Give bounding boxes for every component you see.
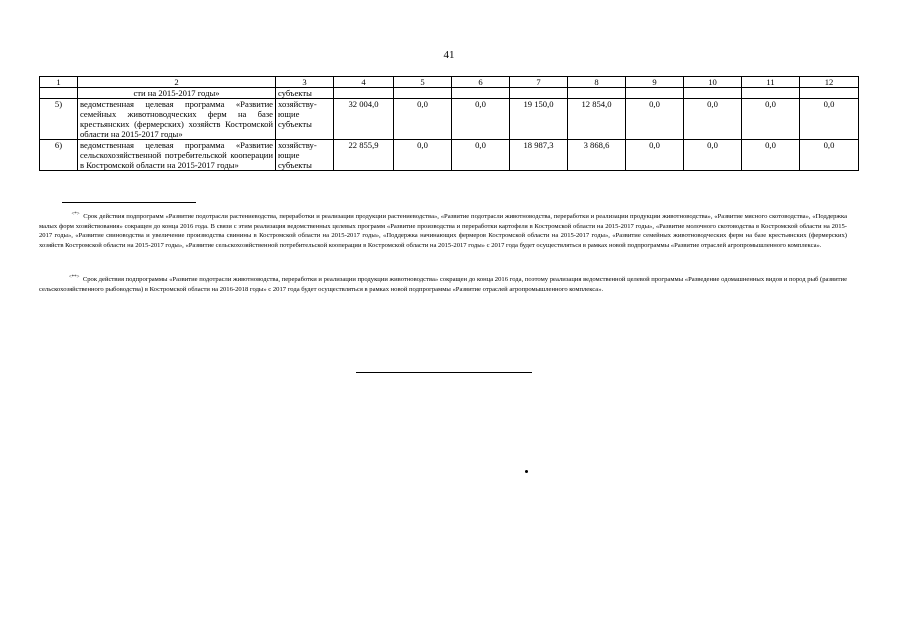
value-cell bbox=[742, 88, 800, 99]
value-cell: 0,0 bbox=[394, 140, 452, 171]
value-cell bbox=[626, 88, 684, 99]
program-name: ведомственная целевая программа «Развитие сельскохозяйственной потребительской кооперации в Костромской области на 2015-2017 годы» bbox=[78, 140, 276, 171]
value-cell: 3 868,6 bbox=[568, 140, 626, 171]
end-separator bbox=[356, 372, 532, 373]
value-cell: 0,0 bbox=[742, 140, 800, 171]
row-number: 5) bbox=[40, 99, 78, 140]
recipient: субъекты bbox=[276, 88, 334, 99]
column-header: 11 bbox=[742, 77, 800, 88]
footnote-1 bbox=[39, 212, 847, 250]
value-cell: 0,0 bbox=[684, 140, 742, 171]
column-header: 1 bbox=[40, 77, 78, 88]
value-cell: 0,0 bbox=[626, 99, 684, 140]
value-cell: 0,0 bbox=[684, 99, 742, 140]
value-cell: 0,0 bbox=[452, 99, 510, 140]
footnote-separator bbox=[62, 202, 196, 203]
row-number: 6) bbox=[40, 140, 78, 171]
value-cell bbox=[800, 88, 859, 99]
row-number bbox=[40, 88, 78, 99]
value-cell: 18 987,3 bbox=[510, 140, 568, 171]
value-cell: 0,0 bbox=[800, 99, 859, 140]
table-row bbox=[40, 99, 859, 140]
column-header: 7 bbox=[510, 77, 568, 88]
column-header: 4 bbox=[334, 77, 394, 88]
value-cell bbox=[684, 88, 742, 99]
value-cell: 0,0 bbox=[626, 140, 684, 171]
footnote-text: Срок действия подпрограмм «Развитие подотрасли растениеводства, переработки и реализации продукции растениеводства», «Развитие подотрасли животноводства, переработки и реализации продукции животноводства», «Развитие мясного скотоводства», «Поддержка малых форм хозяйствования» сокращен до конца 2016 года. В связи с этим реализация ведомственных целевых программ «Развитие производства и переработки картофеля в Костромской области на 2015-2017 годы», «Развитие молочного скотоводства в Костромской области на 2015-2017 годы», «Развитие свиноводства и увеличение производства свинины в Костромской области на 2015-2017 годы», «Поддержка начинающих фермеров Костромской области на 2015-2017 годы», «Развитие семейных животноводческих ферм на базе крестьянских (фермерских) хозяйств Костромской области на 2015-2017 годы», «Развитие сельскохозяйственной потребительской кооперации в Костромской области на 2015-2017 годы» с 2017 года будет осуществляться в рамках новой подпрограммы «Развитие отраслей агропромышленного комплекса». bbox=[39, 213, 847, 249]
page-number: 41 bbox=[443, 49, 455, 61]
column-header: 2 bbox=[78, 77, 276, 88]
value-cell: 22 855,9 bbox=[334, 140, 394, 171]
value-cell bbox=[452, 88, 510, 99]
column-header: 3 bbox=[276, 77, 334, 88]
table-header-row bbox=[40, 77, 859, 88]
footnote-mark: <*> bbox=[71, 211, 80, 217]
value-cell: 32 004,0 bbox=[334, 99, 394, 140]
table-row bbox=[40, 140, 859, 171]
value-cell: 12 854,0 bbox=[568, 99, 626, 140]
value-cell bbox=[568, 88, 626, 99]
footnote-text: Срок действия подпрограммы «Развитие подотрасли животноводства, переработки и реализации продукции животноводства» сокращен до конца 2016 года, поэтому реализация ведомственной целевой программы «Разведение одомашненных видов и пород рыб (развитие сельскохозяйственного рыбоводства) в Костромской области на 2016-2018 годы» с 2017 года будет осуществляться в рамках новой подпрограммы «Развитие отраслей агропромышленного комплекса». bbox=[39, 276, 848, 293]
value-cell: 0,0 bbox=[800, 140, 859, 171]
value-cell: 0,0 bbox=[742, 99, 800, 140]
value-cell: 19 150,0 bbox=[510, 99, 568, 140]
value-cell bbox=[334, 88, 394, 99]
program-funding-table bbox=[39, 76, 859, 171]
program-name: сти на 2015-2017 годы» bbox=[78, 88, 276, 99]
recipient: хозяйству-ющие субъекты bbox=[276, 140, 334, 171]
column-header: 9 bbox=[626, 77, 684, 88]
footnote-mark: <**> bbox=[68, 274, 80, 280]
recipient: хозяйству-ющие субъекты bbox=[276, 99, 334, 140]
column-header: 5 bbox=[394, 77, 452, 88]
column-header: 8 bbox=[568, 77, 626, 88]
scan-dot bbox=[525, 470, 528, 473]
table-row bbox=[40, 88, 859, 99]
value-cell bbox=[394, 88, 452, 99]
program-name: ведомственная целевая программа «Развитие семейных животноводческих ферм на базе крестьянских (фермерских) хозяйств Костромской области на 2015-2017 годы» bbox=[78, 99, 276, 140]
column-header: 10 bbox=[684, 77, 742, 88]
footnote-2 bbox=[39, 275, 847, 294]
value-cell: 0,0 bbox=[452, 140, 510, 171]
value-cell bbox=[510, 88, 568, 99]
column-header: 12 bbox=[800, 77, 859, 88]
value-cell: 0,0 bbox=[394, 99, 452, 140]
column-header: 6 bbox=[452, 77, 510, 88]
